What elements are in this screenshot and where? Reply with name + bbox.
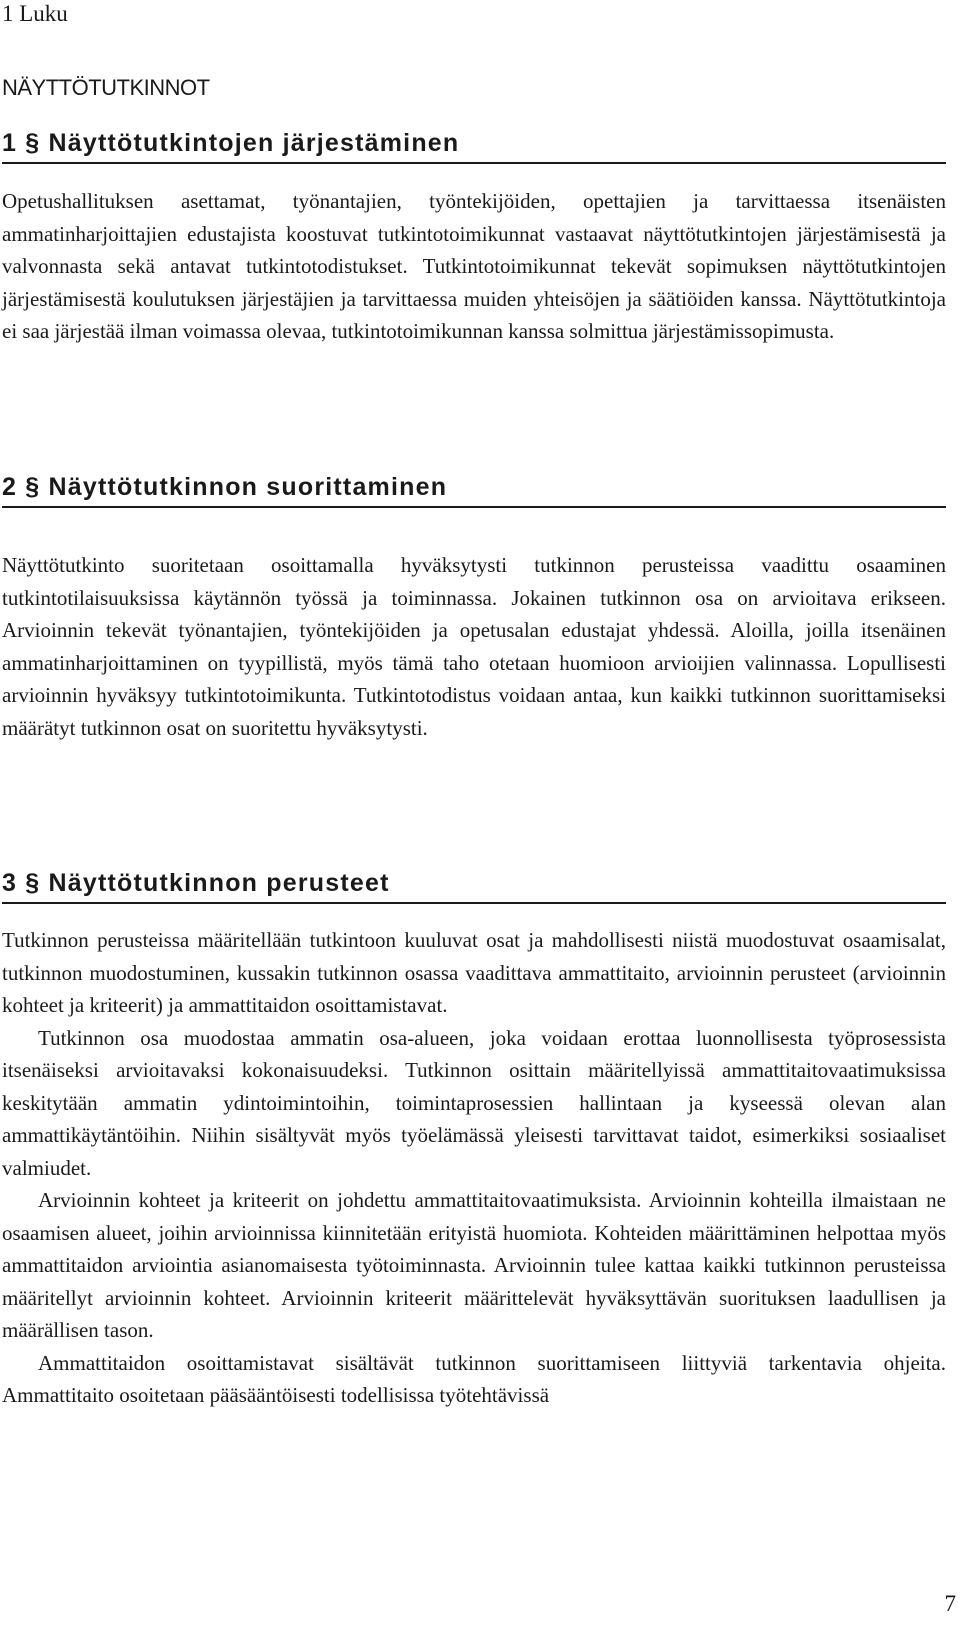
section-rule-2 (2, 506, 946, 508)
paragraph: Ammattitaidon osoittamistavat sisältävät tutkinnon suorittamiseen liittyviä tarkentavia ohjeita. Ammattitaito osoitetaan pääsääntöisesti todellisissa työtehtävissä (2, 1350, 946, 1407)
section-heading-2: 2 § Näyttötutkinnon suorittaminen (2, 473, 448, 501)
chapter-label: 1 Luku (2, 1, 68, 26)
part-title: NÄYTTÖTUTKINNOT (2, 75, 210, 100)
paragraph: Tutkinnon osa muodostaa ammatin osa-alueen, joka voidaan erottaa luonnollisesta työprosessista itsenäiseksi arvioitavaksi kokonaisuudeksi. Tutkinnon osittain määritellyissä ammattitaitovaatimuksissa keskitytään ammatin ydintoimintoihin, toimintaprosessien hallintaan ja kyseessä olevan alan ammattikäytäntöihin. Niihin sisältyvät myös työelämässä yleisesti tarvittavat taidot, esimerkiksi sosiaaliset valmiudet. (2, 1025, 946, 1180)
page-number: 7 (944, 1591, 956, 1616)
paragraph: Arvioinnin kohteet ja kriteerit on johdettu ammattitaitovaatimuksista. Arvioinnin kohteilla ilmaistaan ne osaamisen alueet, joihin arvioinnissa kiinnitetään erityistä huomiota. Kohteiden määrittäminen helpottaa myös ammattitaidon arviointia asianomaisesta työtoiminnasta. Arvioinnin tulee kattaa kaikki tutkinnon perusteissa määritellyt arvioinnin kohteet. Arvioinnin kriteerit määrittelevät hyväksyttävän suorituksen laadullisen ja määrällisen tason. (2, 1188, 946, 1342)
section-body-1 (2, 185, 946, 348)
section-body-3 (2, 924, 946, 1412)
section-heading-1: 1 § Näyttötutkintojen järjestäminen (2, 129, 460, 157)
paragraph: Näyttötutkinto suoritetaan osoittamalla hyväksytysti tutkinnon perusteissa vaadittu osaaminen tutkintotilaisuuksissa käytännön työssä ja toiminnassa. Jokainen tutkinnon osa on arvioitava erikseen. Arvioinnin tekevät työnantajien, työntekijöiden ja opetusalan edustajat yhdessä. Aloilla, joilla itsenäinen ammatinharjoittaminen on tyypillistä, myös tämä taho otetaan huomioon arvioijien valinnassa. Lopullisesti arvioinnin hyväksyy tutkintotoimikunta. Tutkintotodistus voidaan antaa, kun kaikki tutkinnon suorittamiseksi määrätyt tutkinnon osat on suoritettu hyväksytysti. (2, 553, 946, 740)
section-heading-3: 3 § Näyttötutkinnon perusteet (2, 869, 390, 897)
paragraph: Tutkinnon perusteissa määritellään tutkintoon kuuluvat osat ja mahdollisesti niistä muodostuvat osaamisalat, tutkinnon muodostuminen, kussakin tutkinnon osassa vaadittava ammattitaito, arvioinnin perusteet (arvioinnin kohteet ja kriteerit) ja ammattitaidon osoittamistavat. (2, 928, 946, 1017)
paragraph: Opetushallituksen asettamat, työnantajien, työntekijöiden, opettajien ja tarvittaessa itsenäisten ammatinharjoittajien edustajista koostuvat tutkintotoimikunnat vastaavat näyttötutkintojen järjestämisestä ja valvonnasta sekä antavat tutkintotodistukset. Tutkintotoimikunnat tekevät sopimuksen näyttötutkintojen järjestämisestä koulutuksen järjestäjien ja tarvittaessa muiden yhteisöjen ja säätiöiden kanssa. Näyttötutkintoja ei saa järjestää ilman voimassa olevaa, tutkintotoimikunnan kanssa solmittua järjestämissopimusta. (2, 189, 946, 343)
section-rule-1 (2, 162, 946, 164)
section-rule-3 (2, 902, 946, 904)
section-body-2 (2, 549, 946, 744)
